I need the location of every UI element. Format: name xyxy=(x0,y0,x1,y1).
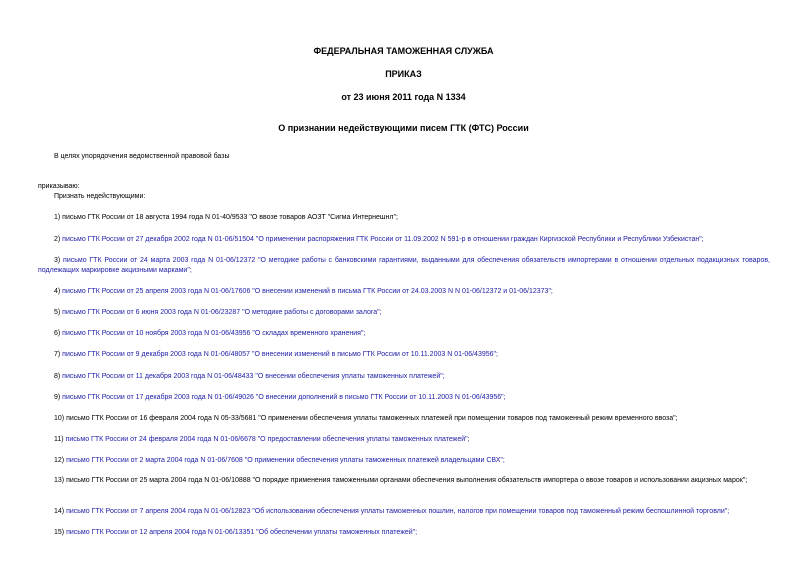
item-number: 6) xyxy=(54,330,63,337)
list-item xyxy=(38,329,770,339)
document-title: О признании недействующими писем ГТК (ФТС) России xyxy=(278,123,529,133)
item-number: 7) xyxy=(54,351,63,358)
item-link[interactable]: письмо ГТК России от 24 февраля 2004 года N 01-06/6678 "О предоставлении обеспечения уплаты таможенных платежей"; xyxy=(65,436,470,443)
item-text: письмо ГТК России от 25 марта 2004 года N 01-06/10888 "О порядке применения таможенными органами обеспечения выполнения обязательств импортера о ввозе товаров и использовании акцизных марок"; xyxy=(66,477,748,484)
recognize-statement: Признать недействующими: xyxy=(54,193,146,200)
list-item xyxy=(38,235,770,245)
agency-name: ФЕДЕРАЛЬНАЯ ТАМОЖЕННАЯ СЛУЖБА xyxy=(313,46,494,56)
item-link[interactable]: письмо ГТК России от 6 июня 2003 года N 01-06/23287 "О методике работы с договорами залога"; xyxy=(62,309,382,316)
list-item xyxy=(38,528,770,538)
list-item xyxy=(38,393,770,403)
preamble: В целях упорядочения ведомственной правовой базы xyxy=(54,153,230,160)
item-number: 15) xyxy=(54,529,67,536)
item-number: 2) xyxy=(54,236,63,243)
list-item xyxy=(38,414,770,424)
item-number: 3) xyxy=(54,257,64,264)
list-item xyxy=(38,456,770,466)
list-item xyxy=(38,256,770,276)
list-item xyxy=(38,308,770,318)
item-number: 8) xyxy=(54,373,63,380)
item-link[interactable]: письмо ГТК России от 17 декабря 2003 года N 01-06/49026 "О внесении дополнений в письмо ГТК России от 10.11.2003 N 01-06/43956"; xyxy=(62,394,506,401)
item-link[interactable]: письмо ГТК России от 27 декабря 2002 года N 01-06/51504 "О применении распоряжения ГТК России от 11.09.2002 N 591-р в отношении граждан Киргизской Республики и Республики Узбекистан"; xyxy=(62,236,704,243)
item-link[interactable]: письмо ГТК России от 24 марта 2003 года N 01-06/12372 "О методике работы с банковскими гарантиями, выданными для обеспечения обязательств импортерами в отношении отдельных подакцизных товаров, подлежащих маркировке акцизными марками"; xyxy=(38,257,770,274)
list-item xyxy=(38,372,770,382)
item-link[interactable]: письмо ГТК России от 11 декабря 2003 года N 01-06/48433 "О внесении обеспечения уплаты таможенных платежей"; xyxy=(62,373,445,380)
item-number: 5) xyxy=(54,309,63,316)
item-number: 4) xyxy=(54,288,63,295)
item-number: 14) xyxy=(54,508,67,515)
order-word: приказываю: xyxy=(38,183,80,190)
item-link[interactable]: письмо ГТК России от 10 ноября 2003 года N 01-06/43956 "О складах временного хранения"; xyxy=(62,330,366,337)
item-number: 1) xyxy=(54,214,63,221)
item-number: 11) xyxy=(54,436,66,443)
document-date-number: от 23 июня 2011 года N 1334 xyxy=(341,92,466,102)
item-link[interactable]: письмо ГТК России от 25 апреля 2003 года N 01-06/17606 "О внесении изменений в письма ГТК России от 24.03.2003 N N 01-06/12372 и 01-06/12373"; xyxy=(62,288,553,295)
document-type: ПРИКАЗ xyxy=(385,69,422,79)
list-item xyxy=(38,476,770,486)
item-number: 13) xyxy=(54,477,67,484)
item-text: письмо ГТК России от 18 августа 1994 года N 01-40/9533 "О ввозе товаров АОЗТ "Сигма Интернешнл"; xyxy=(62,214,398,221)
list-item xyxy=(38,350,770,360)
list-item xyxy=(38,507,770,517)
item-number: 12) xyxy=(54,457,67,464)
list-item xyxy=(38,435,770,445)
item-number: 9) xyxy=(54,394,63,401)
item-number: 10) xyxy=(54,415,67,422)
item-link[interactable]: письмо ГТК России от 2 марта 2004 года N 01-06/7608 "О применении обеспечения уплаты таможенных платежей владельцами СВХ"; xyxy=(66,457,505,464)
item-link[interactable]: письмо ГТК России от 12 апреля 2004 года N 01-06/13351 "Об обеспечении уплаты таможенных платежей"; xyxy=(66,529,418,536)
list-item xyxy=(38,213,770,223)
item-link[interactable]: письмо ГТК России от 9 декабря 2003 года N 01-06/48057 "О внесении изменений в письмо ГТК России от 10.11.2003 N 01-06/43956"; xyxy=(62,351,498,358)
item-link[interactable]: письмо ГТК России от 7 апреля 2004 года N 01-06/12823 "Об использовании обеспечения уплаты таможенных пошлин, налогов при помещении товаров под таможенный режим беспошлинной торговли"; xyxy=(66,508,730,515)
list-item xyxy=(38,287,770,297)
item-text: письмо ГТК России от 16 февраля 2004 года N 05-33/5681 "О применении обеспечения уплаты таможенных платежей при помещении товаров под таможенный режим временного ввоза"; xyxy=(66,415,678,422)
